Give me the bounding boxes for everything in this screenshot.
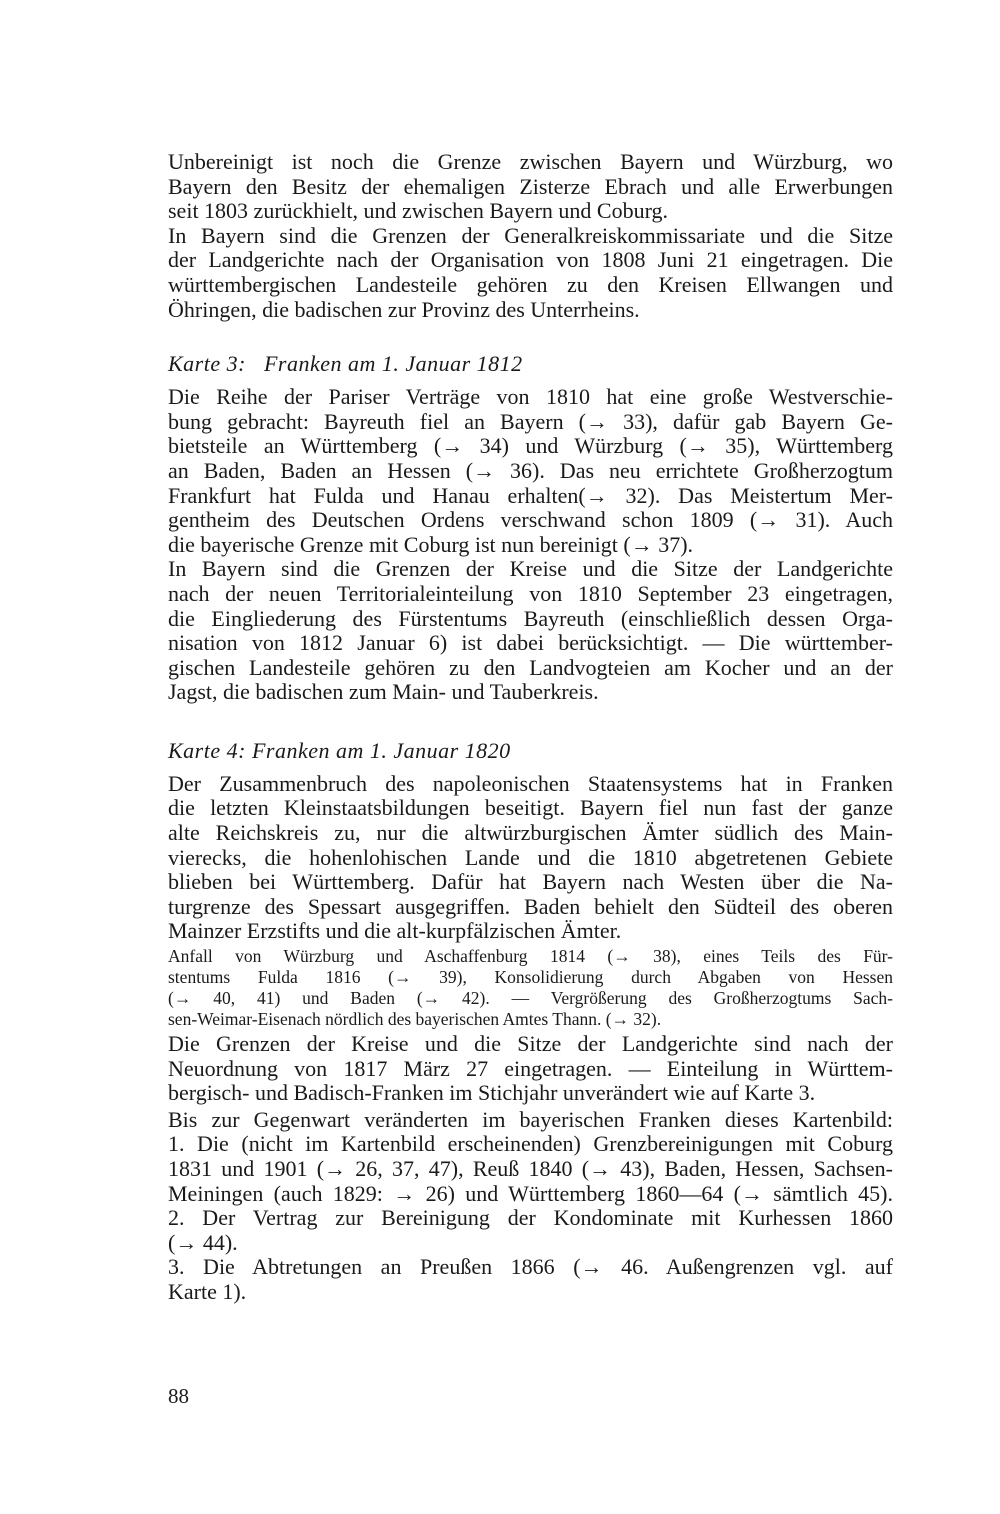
text-line: der Landgerichte nach der Organisation von 1808 Juni 21 eingetragen. Die [168, 247, 893, 273]
text-line: 1. Die (nicht im Kartenbild erscheinenden) Grenzbereinigungen mit Coburg [168, 1131, 893, 1157]
text-line: gischen Landesteile gehören zu den Landvogteien am Kocher und an der [168, 654, 893, 680]
text-line: In Bayern sind die Grenzen der Kreise und die Sitze der Landgerichte [168, 556, 893, 582]
text-line: Unbereinigt ist noch die Grenze zwischen Bayern und Würzburg, wo [168, 149, 893, 174]
text-line: Meiningen (auch 1829: → 26) und Württemberg 1860—64 (→ sämtlich 45). [168, 1180, 893, 1206]
page-number: 88 [168, 1384, 189, 1408]
intro-paragraph [168, 150, 893, 322]
text-line: nisation von 1812 Januar 6) ist dabei berücksichtigt. — Die württember- [168, 630, 893, 656]
karte-4-note [168, 946, 893, 1030]
note-line: stentums Fulda 1816 (→ 39), Konsolidierung durch Abgaben von Hessen [168, 967, 893, 988]
text-line: Öhringen, die badischen zur Provinz des Unterrheins. [168, 296, 640, 322]
note-line: (→ 40, 41) und Baden (→ 42). — Vergrößerung des Großherzogtums Sach- [168, 988, 893, 1009]
text-line: turgrenze des Spessart ausgegriffen. Baden behielt den Südteil des oberen [168, 893, 893, 919]
text-line: die bayerische Grenze mit Coburg ist nun bereinigt (→ 37). [168, 531, 694, 557]
page-body [168, 150, 893, 1305]
karte-3-paragraph [168, 385, 893, 705]
text-line: an Baden, Baden an Hessen (→ 36). Das neu errichtete Großherzogtum [168, 457, 893, 483]
karte-4-paragraph-2 [168, 1032, 893, 1106]
text-line: Jagst, die badischen zum Main- und Tauberkreis. [168, 679, 599, 705]
text-line: Karte 1). [168, 1278, 247, 1304]
text-line: Bayern den Besitz der ehemaligen Zisterze Ebrach und alle Erwerbungen [168, 173, 893, 199]
text-line: seit 1803 zurückhielt, und zwischen Bayern und Coburg. [168, 198, 668, 224]
text-line: Der Zusammenbruch des napoleonischen Staatensystems hat in Franken [168, 770, 893, 796]
text-line: Neuordnung von 1817 März 27 eingetragen. — Einteilung in Württem- [168, 1055, 893, 1081]
text-line: Mainzer Erzstifts und die alt-kurpfälzischen Ämter. [168, 918, 622, 944]
karte-4-paragraph-3 [168, 1108, 893, 1305]
section-heading-karte-3: Karte 3: Franken am 1. Januar 1812 [168, 351, 523, 377]
note-line: Anfall von Würzburg und Aschaffenburg 1814 (→ 38), eines Teils des Für- [168, 946, 893, 967]
text-line: die letzten Kleinstaatsbildungen beseitigt. Bayern fiel nun fast der ganze [168, 795, 893, 821]
text-line: 1831 und 1901 (→ 26, 37, 47), Reuß 1840 (→ 43), Baden, Hessen, Sachsen- [168, 1156, 893, 1181]
text-line: vierecks, die hohenlohischen Lande und die 1810 abgetretenen Gebiete [168, 844, 893, 870]
karte-4-paragraph-1 [168, 772, 893, 944]
text-line: die Eingliederung des Fürstentums Bayreuth (einschließlich dessen Orga- [168, 605, 893, 631]
text-line: bung gebracht: Bayreuth fiel an Bayern (→ 33), dafür gab Bayern Ge- [168, 408, 893, 434]
text-line: 2. Der Vertrag zur Bereinigung der Kondominate mit Kurhessen 1860 [168, 1205, 893, 1231]
text-line: gentheim des Deutschen Ordens verschwand schon 1809 (→ 31). Auch [168, 507, 893, 533]
text-line: bietsteile an Württemberg (→ 34) und Würzburg (→ 35), Württemberg [168, 433, 893, 459]
text-line: 3. Die Abtretungen an Preußen 1866 (→ 46. Außengrenzen vgl. auf [168, 1254, 893, 1280]
text-line: württembergischen Landesteile gehören zu den Kreisen Ellwangen und [168, 271, 893, 297]
text-line: bergisch- und Badisch-Franken im Stichjahr unverändert wie auf Karte 3. [168, 1080, 816, 1106]
text-line: alte Reichskreis zu, nur die altwürzburgischen Ämter südlich des Main- [168, 820, 893, 846]
text-line: Frankfurt hat Fulda und Hanau erhalten(→ 32). Das Meistertum Mer- [168, 482, 893, 508]
text-line: Die Grenzen der Kreise und die Sitze der Landgerichte sind nach der [168, 1031, 893, 1057]
text-line: nach der neuen Territorialeinteilung von 1810 September 23 eingetragen, [168, 580, 893, 606]
section-heading-karte-4: Karte 4: Franken am 1. Januar 1820 [168, 737, 511, 763]
text-line: (→ 44). [168, 1229, 238, 1255]
text-line: In Bayern sind die Grenzen der Generalkreiskommissariate und die Sitze [168, 222, 893, 248]
text-line: Die Reihe der Pariser Verträge von 1810 hat eine große Westverschie- [168, 384, 893, 410]
text-line: Bis zur Gegenwart veränderten im bayerischen Franken dieses Kartenbild: [168, 1106, 893, 1132]
text-line: blieben bei Württemberg. Dafür hat Bayern nach Westen über die Na- [168, 869, 893, 895]
note-line: sen-Weimar-Eisenach nördlich des bayerischen Amtes Thann. (→ 32). [168, 1009, 662, 1030]
